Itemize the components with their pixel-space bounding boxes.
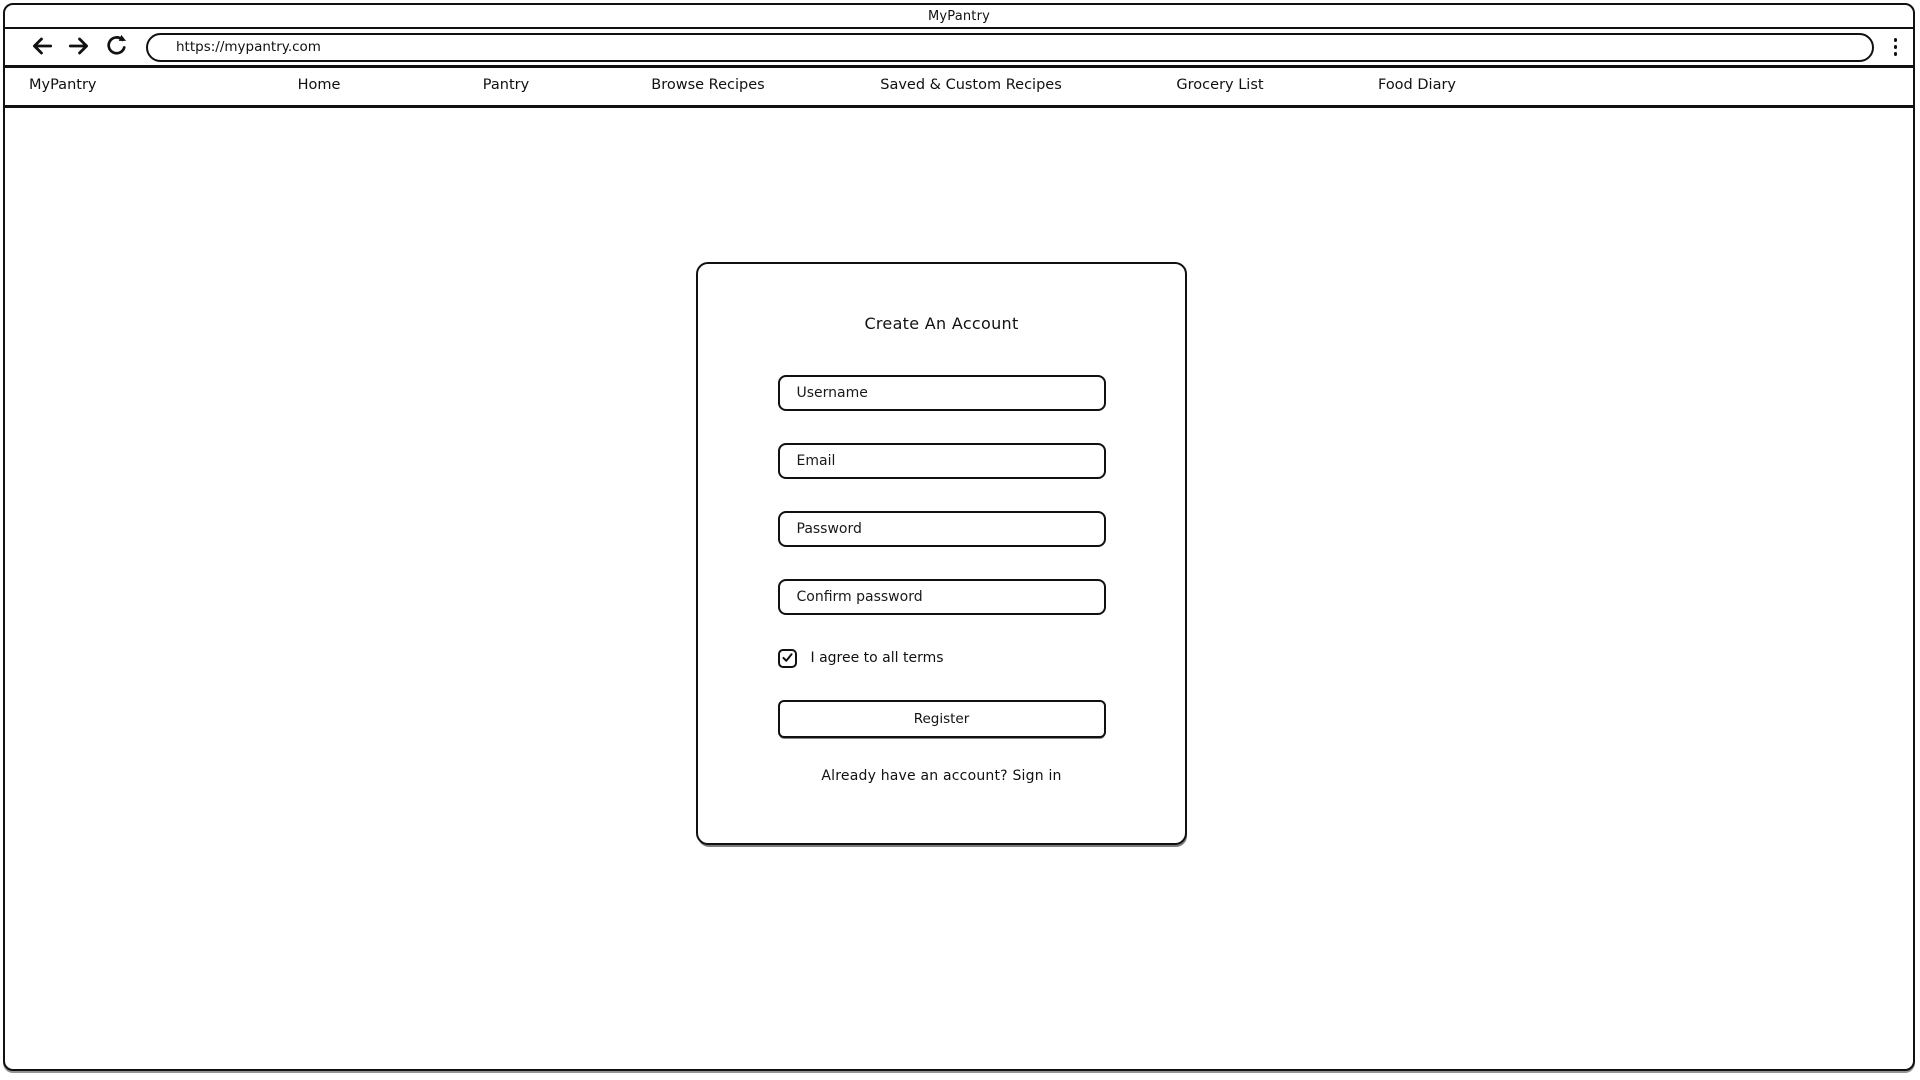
register-card <box>696 262 1187 845</box>
reload-button[interactable] <box>101 32 131 62</box>
browser-menu-button[interactable] <box>1888 33 1904 61</box>
window-title: MyPantry <box>927 8 991 24</box>
password-field[interactable] <box>778 511 1106 547</box>
confirm-password-field[interactable] <box>778 579 1106 615</box>
browser-toolbar <box>5 29 1913 68</box>
checkmark-icon <box>781 649 794 668</box>
url-bar[interactable] <box>146 33 1874 62</box>
nav-item-food-diary[interactable]: Food Diary <box>1377 77 1457 93</box>
nav-item-saved-custom-recipes[interactable]: Saved & Custom Recipes <box>880 77 1062 93</box>
nav-item-browse-recipes[interactable]: Browse Recipes <box>651 77 765 93</box>
signin-link[interactable]: Already have an account? Sign in <box>821 768 1062 784</box>
email-field[interactable] <box>778 443 1106 479</box>
terms-checkbox[interactable] <box>778 649 797 668</box>
terms-label[interactable]: I agree to all terms <box>810 650 944 666</box>
nav-item-pantry[interactable]: Pantry <box>482 77 530 93</box>
back-arrow-icon <box>29 33 55 62</box>
nav-brand-mypantry[interactable]: MyPantry <box>29 77 97 93</box>
username-field[interactable] <box>778 375 1106 411</box>
terms-row <box>778 648 1106 668</box>
forward-button[interactable] <box>64 32 94 62</box>
forward-arrow-icon <box>66 33 92 62</box>
url-input[interactable] <box>176 39 1872 55</box>
form-title: Create An Account <box>864 314 1019 333</box>
reload-icon <box>104 33 129 61</box>
site-nav-bar <box>5 68 1913 108</box>
back-button[interactable] <box>27 32 57 62</box>
nav-item-home[interactable]: Home <box>297 77 341 93</box>
browser-window <box>3 3 1915 1071</box>
register-form <box>778 264 1106 784</box>
nav-item-grocery-list[interactable]: Grocery List <box>1176 77 1264 93</box>
register-button[interactable]: Register <box>778 700 1106 738</box>
window-title-bar <box>5 5 1913 29</box>
kebab-menu-icon <box>1894 38 1898 42</box>
